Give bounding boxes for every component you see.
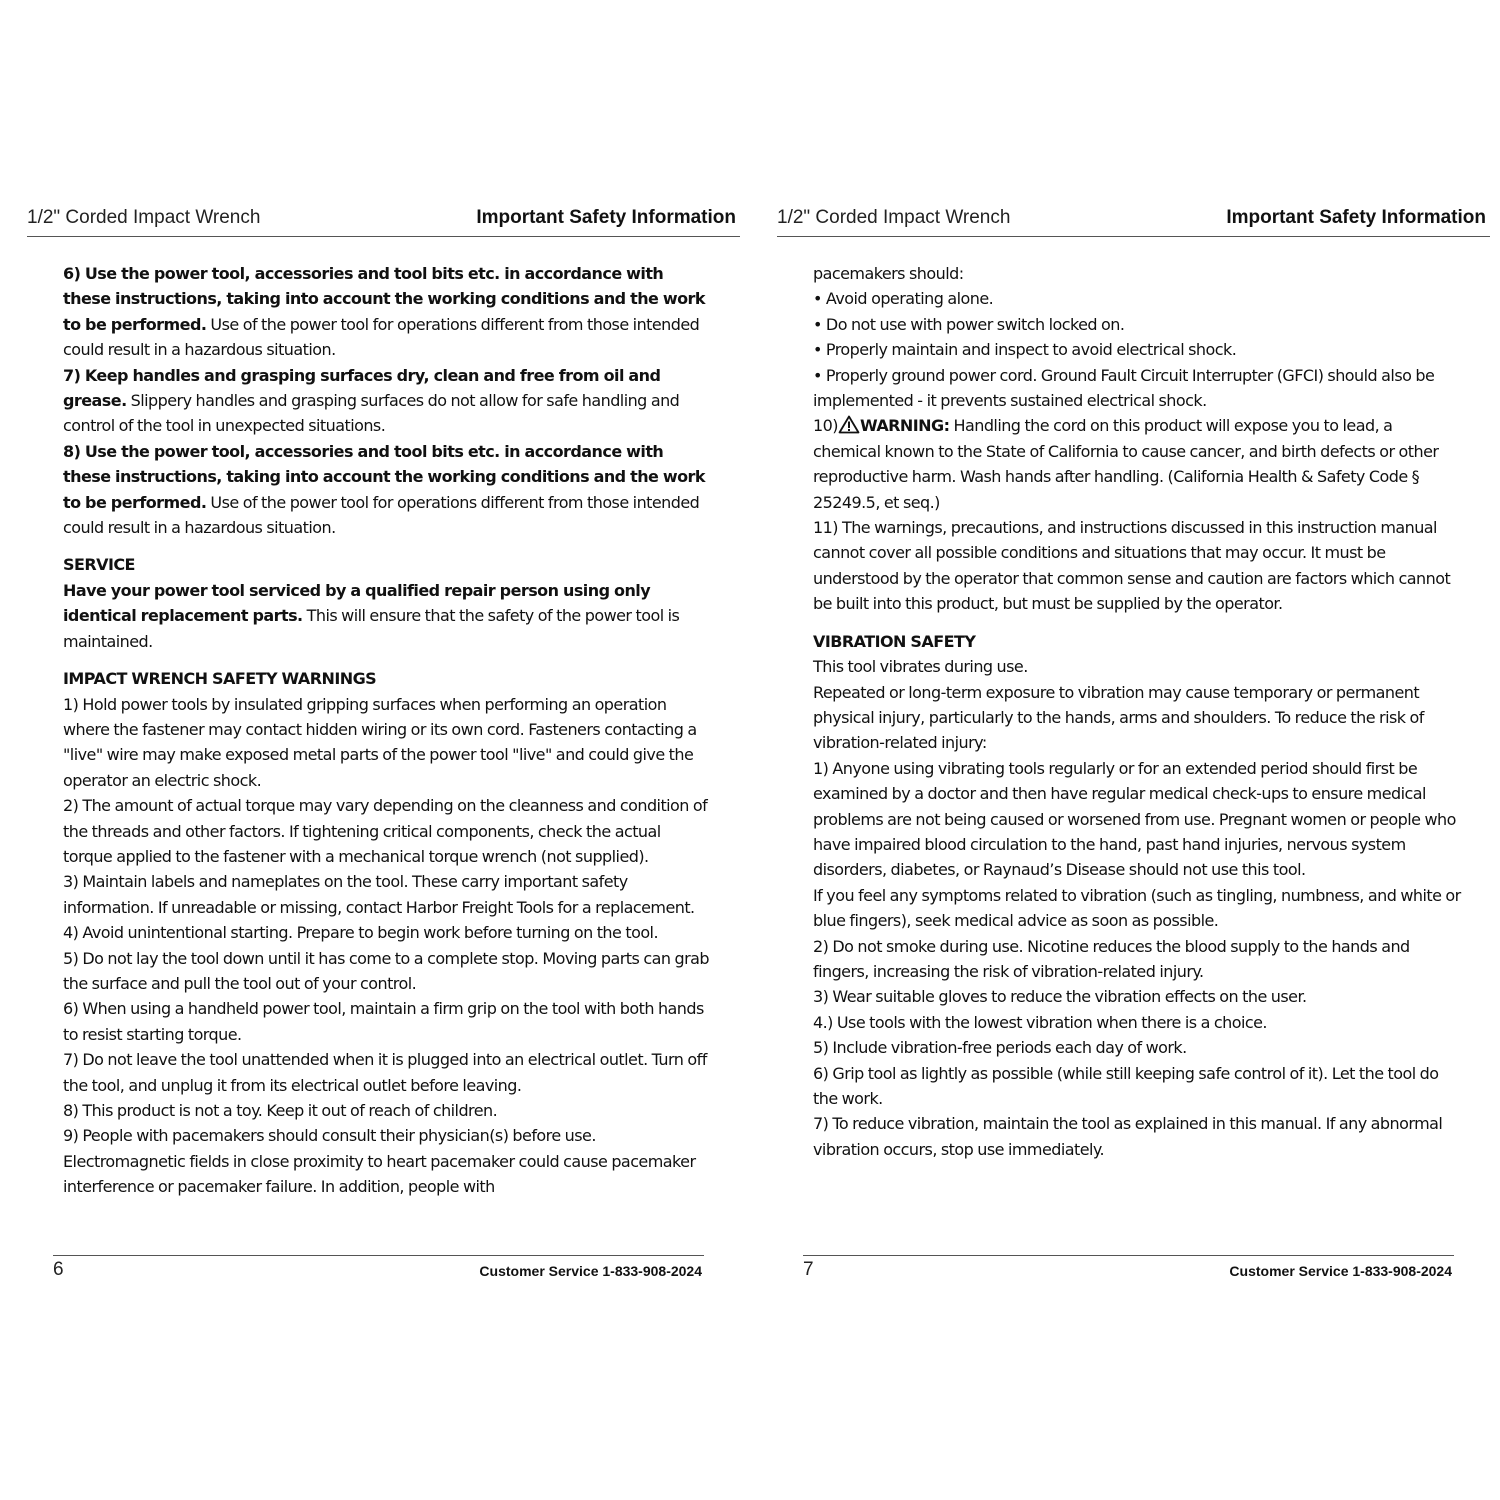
header-rule (27, 236, 740, 237)
footer-rule (53, 1255, 704, 1256)
footer-rule (803, 1255, 1454, 1256)
bullet-item: • Do not use with power switch locked on. (813, 314, 1125, 334)
warning-triangle-icon (838, 415, 860, 434)
bullet-item: • Properly maintain and inspect to avoid electrical shock. (813, 340, 1237, 360)
impact-item-7: 7) Do not leave the tool unattended when it is plugged into an electrical outlet. Turn off the tool, and unplug it from its electrical outlet before leaving. (63, 1050, 707, 1095)
vibration-item-4: 4.) Use tools with the lowest vibration when there is a choice. (813, 1012, 1267, 1032)
impact-heading: IMPACT WRENCH SAFETY WARNINGS (63, 669, 377, 689)
page-number: 7 (803, 1259, 814, 1280)
impact-item-3: 3) Maintain labels and nameplates on the tool. These carry important safety information. If unreadable or missing, contact Harbor Freight Tools for a replacement. (63, 872, 695, 917)
item-10-warning: 10) WARNING: Handling the cord on this product will expose you to lead, a chemical known to the State of California to cause cancer, and birth defects or other reproductive harm. Wash hands after handling. (California Health & Safety Code § 25249.5, et seq.) (813, 416, 1439, 512)
vibration-item-2: 2) Do not smoke during use. Nicotine reduces the blood supply to the hands and fingers, increasing the risk of vibration-related injury. (813, 936, 1410, 981)
header-rule (777, 236, 1490, 237)
item-11: 11) The warnings, precautions, and instructions discussed in this instruction manual cannot cover all possible conditions and situations that may occur. It must be understood by the operator that common sense and caution are factors which cannot be built into this product, but must be supplied by the operator. (813, 518, 1451, 614)
service-heading: SERVICE (63, 555, 135, 575)
product-title: 1/2" Corded Impact Wrench (27, 207, 261, 228)
right-body (813, 261, 1463, 1162)
right-page (750, 0, 1500, 1500)
vibration-item-3: 3) Wear suitable gloves to reduce the vibration effects on the user. (813, 987, 1307, 1007)
item-8: 8) Use the power tool, accessories and tool bits etc. in accordance with these instructions, taking into account the working conditions and the work to be performed. Use of the power tool for operations different from those intended could result in a hazardous situation. (63, 441, 705, 538)
bullet-item: • Avoid operating alone. (813, 289, 994, 309)
section-title: Important Safety Information (1226, 207, 1486, 228)
left-body (63, 261, 713, 1200)
pacemaker-lead: pacemakers should: (813, 264, 964, 283)
impact-item-6: 6) When using a handheld power tool, maintain a firm grip on the tool with both hands to resist starting torque. (63, 999, 704, 1044)
vibration-item-6: 6) Grip tool as lightly as possible (while still keeping safe control of it). Let the tool do the work. (813, 1063, 1439, 1108)
page-number: 6 (53, 1259, 64, 1280)
vibration-item-5: 5) Include vibration-free periods each day of work. (813, 1038, 1187, 1058)
section-title: Important Safety Information (476, 207, 736, 228)
vibration-intro-1: This tool vibrates during use. (813, 657, 1028, 677)
vibration-item-7: 7) To reduce vibration, maintain the tool as explained in this manual. If any abnormal vibration occurs, stop use immediately. (813, 1114, 1443, 1159)
vibration-item-1: 1) Anyone using vibrating tools regularly or for an extended period should first be examined by a doctor and then have regular medical check-ups to ensure medical problems are not being caused or worsened from use. Pregnant women or people who have impaired blood circulation to the hand, past hand injuries, nervous system disorders, diabetes, or Raynaud’s Disease should not use this tool. (813, 758, 1456, 880)
item-6: 6) Use the power tool, accessories and tool bits etc. in accordance with these instructions, taking into account the working conditions and the work to be performed. Use of the power tool for operations different from those intended could result in a hazardous situation. (63, 264, 705, 360)
customer-service: Customer Service 1-833-908-2024 (479, 1263, 702, 1279)
bullet-item: • Properly ground power cord. Ground Fault Circuit Interrupter (GFCI) should also be implemented - it prevents sustained electrical shock. (813, 365, 1435, 411)
vibration-intro-2: Repeated or long-term exposure to vibration may cause temporary or permanent physical injury, particularly to the hands, arms and shoulders. To reduce the risk of vibration-related injury: (813, 682, 1424, 753)
impact-item-5: 5) Do not lay the tool down until it has come to a complete stop. Moving parts can grab the surface and pull the tool out of your control. (63, 948, 709, 993)
vibration-heading: VIBRATION SAFETY (813, 631, 976, 651)
impact-item-8: 8) This product is not a toy. Keep it out of reach of children. (63, 1101, 498, 1120)
impact-item-9: 9) People with pacemakers should consult their physician(s) before use. Electromagnetic fields in close proximity to heart pacemaker could cause pacemaker interference or pacemaker failure. In addition, people with (63, 1126, 696, 1197)
vibration-item-1b: If you feel any symptoms related to vibration (such as tingling, numbness, and white or blue fingers), seek medical advice as soon as possible. (813, 885, 1461, 931)
customer-service: Customer Service 1-833-908-2024 (1229, 1263, 1452, 1279)
impact-item-2: 2) The amount of actual torque may vary depending on the cleanness and condition of the threads and other factors. If tightening critical components, check the actual torque applied to the fastener with a mechanical torque wrench (not supplied). (63, 796, 708, 866)
impact-item-4: 4) Avoid unintentional starting. Prepare to begin work before turning on the tool. (63, 923, 658, 943)
impact-item-1: 1) Hold power tools by insulated gripping surfaces when performing an operation where the fastener may contact hidden wiring or its own cord. Fasteners contacting a "live" wire may make exposed metal parts of the power tool "live" and could give the operator an electric shock. (63, 694, 697, 790)
item-7: 7) Keep handles and grasping surfaces dry, clean and free from oil and grease. Slippery handles and grasping surfaces do not allow for safe handling and control of the tool in unexpected situations. (63, 365, 680, 436)
service-paragraph: Have your power tool serviced by a qualified repair person using only identical replacement parts. This will ensure that the safety of the power tool is maintained. (63, 580, 680, 651)
product-title: 1/2" Corded Impact Wrench (777, 207, 1011, 228)
